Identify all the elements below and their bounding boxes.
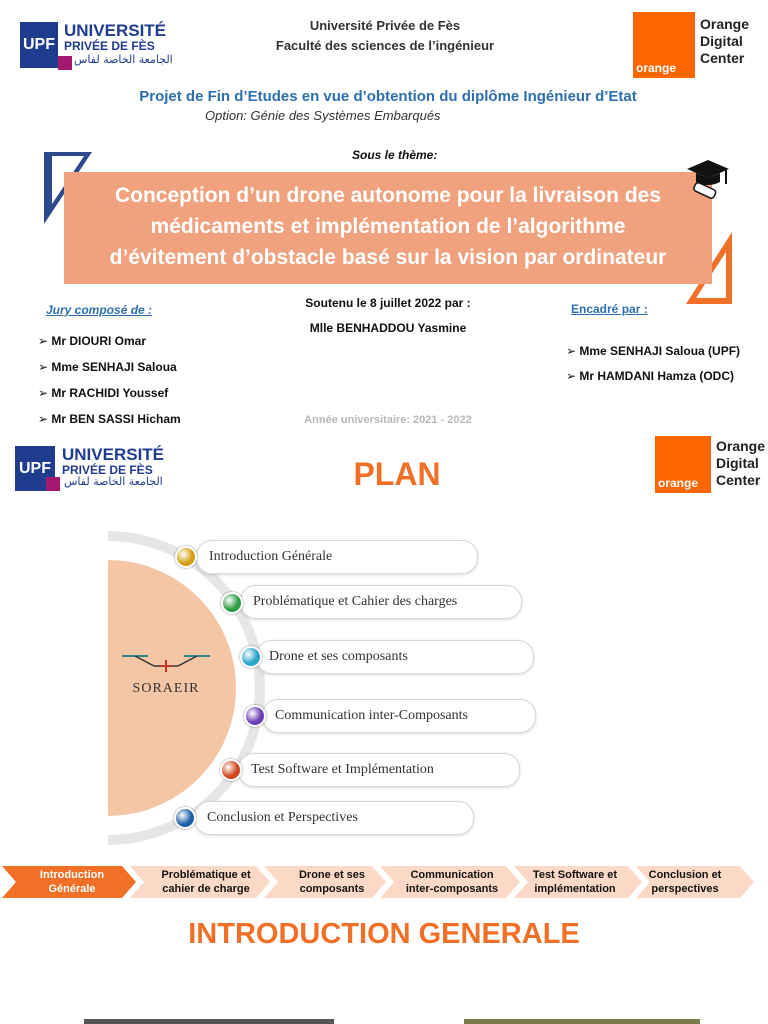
jury-member: ➢ Mr BEN SASSI Hicham [38, 412, 181, 426]
faculty-name: Faculté des sciences de l’ingénieur [275, 38, 495, 53]
drone-icon [118, 648, 214, 680]
arrow-bullet-icon: ➢ [38, 334, 49, 348]
plan-item: Conclusion et Perspectives [194, 801, 474, 835]
plan-bullet-dot [220, 759, 242, 781]
supervisors-label: Encadré par : [571, 302, 648, 316]
theme-line-1: Conception d’un drone autonome pour la livraison des [114, 184, 662, 207]
project-title: Projet de Fin d’Etudes en vue d’obtention du diplôme Ingénieur d’Etat [139, 88, 637, 105]
arrow-bullet-icon: ➢ [38, 360, 49, 374]
upf-logo-arabic: الجامعة الخاصة لفاس [74, 53, 173, 66]
jury-member: ➢ Mme SENHAJI Saloua [38, 360, 177, 374]
defense-date: Soutenu le 8 juillet 2022 par : [305, 296, 471, 310]
orange-logo-text: Orange Digital Center [700, 16, 750, 66]
arrow-bullet-icon: ➢ [566, 369, 577, 383]
image-thumbnail-edge [84, 1019, 334, 1024]
upf-logo-accent [46, 477, 60, 491]
arrow-bullet-icon: ➢ [38, 386, 49, 400]
orange-logo-word: orange [658, 476, 699, 490]
jury-member: ➢ Mr DIOURI Omar [38, 334, 147, 348]
plan-item: Introduction Générale [196, 540, 478, 574]
plan-title: PLAN [353, 456, 441, 492]
soraeir-logo-text: SORAEIR [132, 681, 200, 696]
jury-member: ➢ Mr RACHIDI Youssef [38, 386, 169, 400]
plan-bullet-dot [221, 592, 243, 614]
upf-logo-line1: UNIVERSITÉ [64, 21, 167, 40]
upf-logo-mark: UPF [15, 446, 55, 491]
progress-step: Problématique et cahier de charge [161, 869, 251, 896]
plan-bullet-dot [244, 705, 266, 727]
progress-step: Conclusion et perspectives [648, 869, 722, 896]
arrow-bullet-icon: ➢ [38, 412, 49, 426]
supervisor-member: ➢ Mme SENHAJI Saloua (UPF) [566, 344, 741, 358]
project-option: Option: Génie des Systèmes Embarqués [205, 108, 441, 123]
progress-step: Test Software et implémentation [532, 869, 618, 896]
image-thumbnail-edge [464, 1019, 700, 1024]
plan-bullet-dot [174, 807, 196, 829]
plan-item: Communication inter-Composants [262, 699, 536, 733]
graduation-cap-icon [686, 156, 730, 200]
theme-line-2: médicaments et implémentation de l’algorithme [150, 215, 626, 238]
progress-step: Drone et ses composants [298, 869, 366, 896]
plan-bullet-dot [240, 646, 262, 668]
student-name: Mlle BENHADDOU Yasmine [309, 321, 467, 335]
theme-banner [64, 172, 712, 284]
upf-logo-line1: UNIVERSITÉ [62, 445, 165, 464]
orange-logo-word: orange [636, 61, 677, 75]
theme-line-3: d’évitement d’obstacle basé sur la vision par ordinateur [109, 246, 667, 269]
orange-logo-text: Orange Digital Center [716, 438, 766, 488]
supervisor-member: ➢ Mr HAMDANI Hamza (ODC) [566, 369, 735, 383]
upf-logo-mark: UPF [20, 22, 58, 68]
arrow-bullet-icon: ➢ [566, 344, 577, 358]
plan-item: Test Software et Implémentation [238, 753, 520, 787]
upf-logo-arabic: الجامعة الخاصة لفاس [64, 475, 163, 488]
theme-label: Sous le thème: [352, 148, 438, 162]
upf-logo-line2: PRIVÉE DE FÈS [62, 463, 153, 477]
section-title: INTRODUCTION GENERALE [188, 918, 580, 950]
upf-logo-line2: PRIVÉE DE FÈS [64, 39, 155, 53]
progress-step: Communication inter-composants [405, 869, 499, 896]
progress-step-active: Introduction Générale [39, 869, 105, 896]
plan-item: Problématique et Cahier des charges [240, 585, 522, 619]
jury-label: Jury composé de : [46, 303, 153, 317]
academic-year: Année universitaire: 2021 - 2022 [304, 414, 472, 426]
university-name: Université Privée de Fès [309, 18, 461, 33]
plan-item: Drone et ses composants [256, 640, 534, 674]
upf-logo-accent [58, 56, 72, 70]
plan-bullet-dot [175, 546, 197, 568]
